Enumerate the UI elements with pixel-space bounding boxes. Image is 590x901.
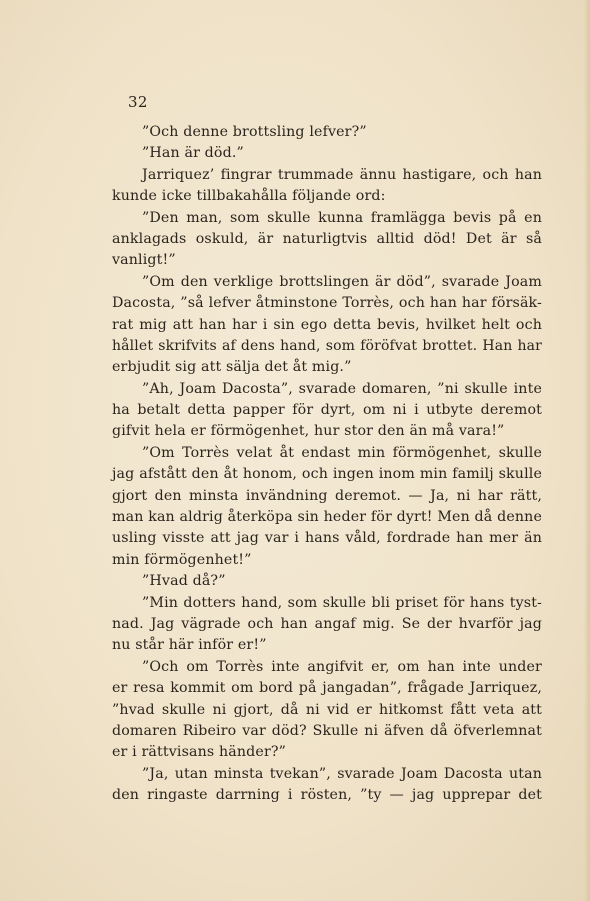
text-line: ha betalt detta papper för dyrt, om ni i utbyte deremot	[112, 402, 542, 419]
text-line: jag afstått den åt honom, och ingen inom min familj skulle	[112, 466, 542, 483]
text-line: ”Hvad då?”	[142, 573, 226, 590]
text-line: gjort den minsta invändning deremot. — Ja, ni har rätt,	[112, 487, 542, 504]
text-line: den ringaste darrning i rösten, ”ty — jag upprepar det	[112, 787, 542, 804]
text-line: anklagads oskuld, är naturligtvis alltid död! Det är så	[112, 230, 542, 247]
text-line: ”Om Torrès velat åt endast min förmögenhet, skulle	[142, 444, 542, 461]
text-line: kunde icke tillbakahålla följande ord:	[112, 188, 386, 205]
text-line: Dacosta, ”så lefver åtminstone Torrès, och han har försäk-	[112, 295, 542, 312]
text-line: nu står här inför er!”	[112, 637, 267, 654]
text-line: ”Han är död.”	[142, 145, 244, 162]
text-line: ”Ja, utan minsta tvekan”, svarade Joam Dacosta utan	[142, 765, 542, 782]
text-line: ”Ah, Joam Dacosta”, svarade domaren, ”ni skulle inte	[142, 380, 542, 397]
text-line: er i rättvisans händer?”	[112, 744, 287, 761]
text-line: vanligt!”	[112, 252, 176, 269]
text-line: hållet skrifvits af dens hand, som föröfvat brottet. Han har	[112, 337, 542, 354]
text-line: rat mig att han har i sin ego detta bevis, hvilket helt och	[112, 316, 542, 333]
text-line: ”Min dotters hand, som skulle bli priset för hans tyst-	[142, 594, 542, 611]
page-number: 32	[128, 93, 148, 111]
text-line: ”Och denne brottsling lefver?”	[142, 124, 367, 140]
text-line: ”Om den verklige brottslingen är död”, svarade Joam	[142, 273, 542, 290]
body-text	[112, 122, 542, 807]
text-line: nad. Jag vägrade och han angaf mig. Se der hvarför jag	[112, 615, 542, 632]
text-line: man kan aldrig återköpa sin heder för dyrt! Men då denne	[112, 509, 542, 526]
text-line: er resa kommit om bord på jangadan”, frågade Jarriquez,	[112, 680, 542, 697]
text-line: usling visste att jag var i hans våld, fordrade han mer än	[112, 530, 542, 547]
text-line: erbjudit sig att sälja det åt mig.”	[112, 359, 352, 376]
text-line: domaren Ribeiro var död? Skulle ni äfven då öfverlemnat	[112, 722, 542, 739]
text-line: ”Den man, som skulle kunna framlägga bevis på en	[142, 209, 542, 226]
text-line: ”hvad skulle ni gjort, då ni vid er hitkomst fått veta att	[112, 701, 542, 718]
text-line: gifvit hela er förmögenhet, hur stor den än må vara!”	[112, 423, 505, 440]
text-line: ”Och om Torrès inte angifvit er, om han inte under	[142, 658, 542, 675]
text-line: Jarriquez’ fingrar trummade ännu hastigare, och han	[142, 166, 542, 183]
text-line: min förmögenhet!”	[112, 551, 252, 568]
